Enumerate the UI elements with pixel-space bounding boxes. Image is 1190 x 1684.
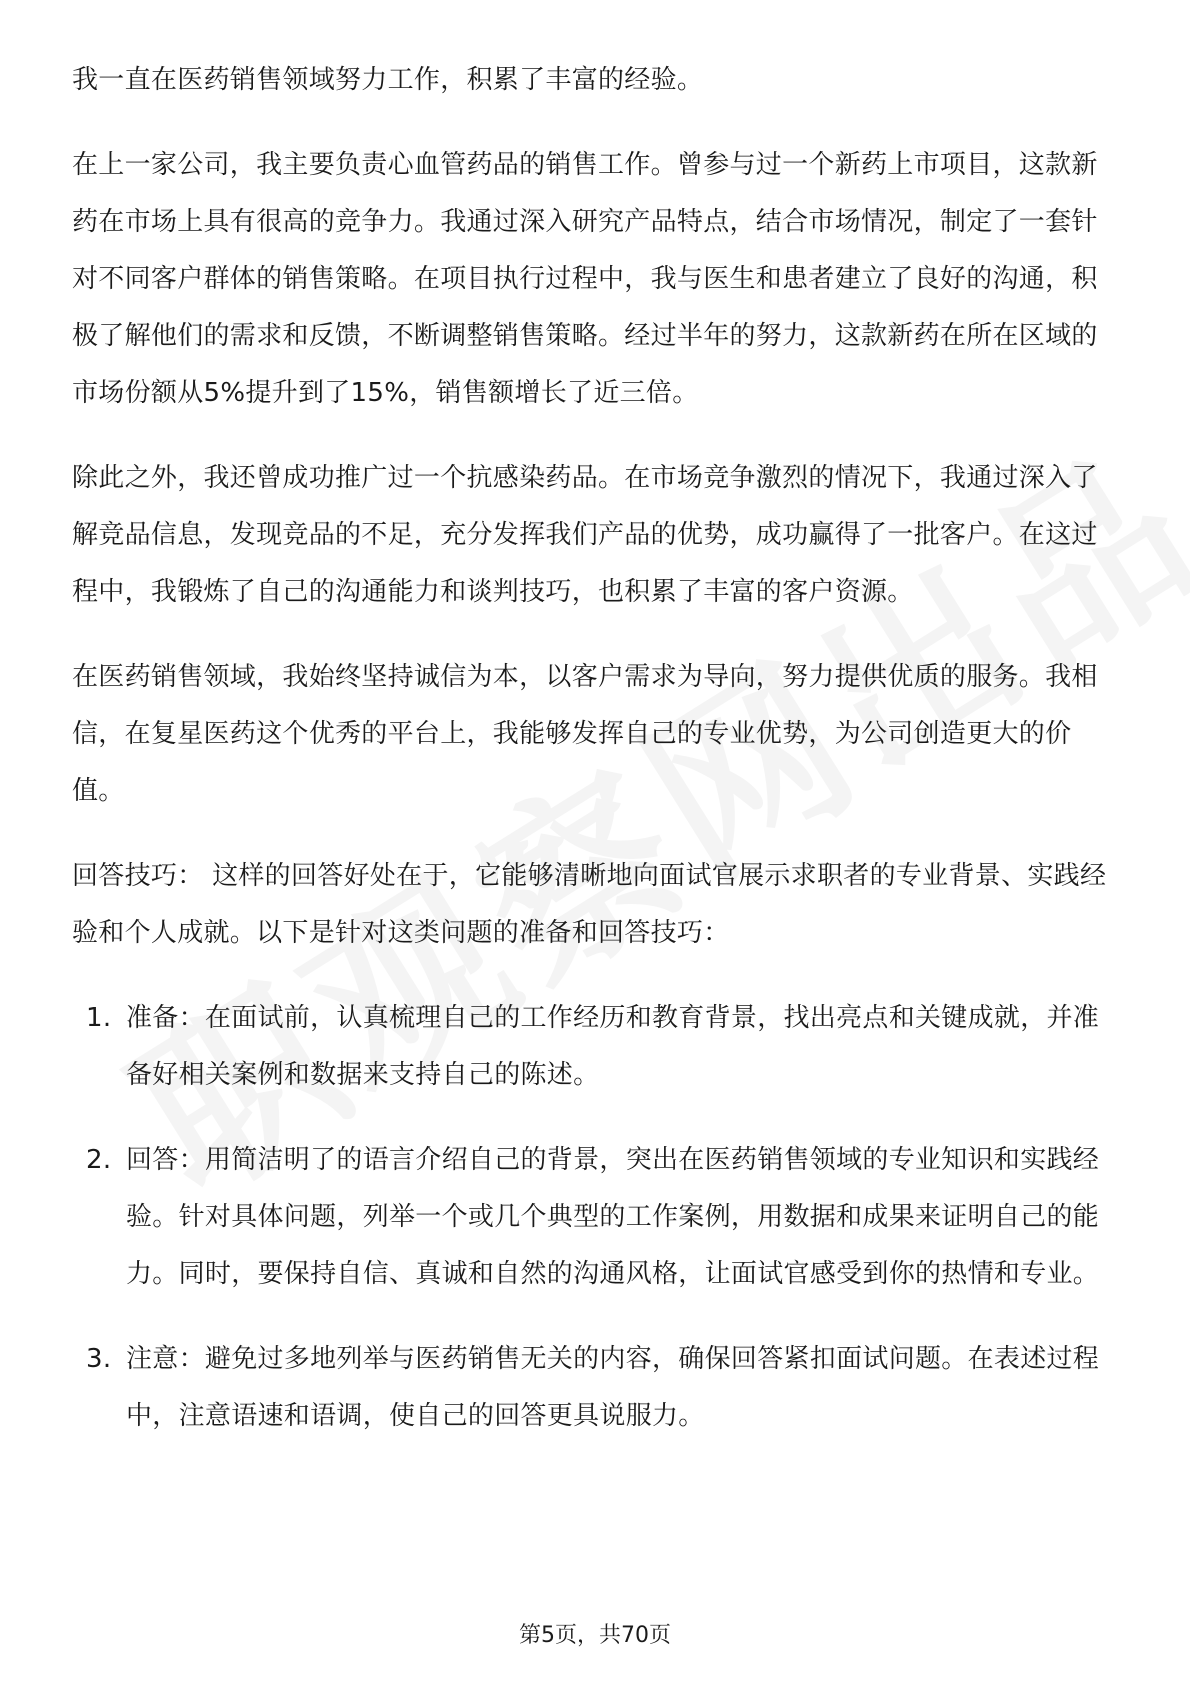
list-item-text: 注意：避免过多地列举与医药销售无关的内容，确保回答紧扣面试问题。在表述过程中，注意语速和语调，使自己的回答更具说服力。 <box>126 1344 1100 1431</box>
list-item-number: 2. <box>86 1145 112 1175</box>
page-footer: 第5页，共70页 <box>519 1623 671 1648</box>
document-body <box>72 52 1112 1473</box>
list-item-text: 回答：用简洁明了的语言介绍自己的背景，突出在医药销售领域的专业知识和实践经验。针对具体问题，列举一个或几个典型的工作案例，用数据和成果来证明自己的能力。同时，要保持自信、真诚和自然的沟通风格，让面试官感受到你的热情和专业。 <box>126 1145 1100 1289</box>
paragraph-cardiovascular-experience: 在上一家公司，我主要负责心血管药品的销售工作。曾参与过一个新药上市项目，这款新药在市场上具有很高的竞争力。我通过深入研究产品特点，结合市场情况，制定了一套针对不同客户群体的销售策略。在项目执行过程中，我与医生和患者建立了良好的沟通，积极了解他们的需求和反馈，不断调整销售策略。经过半年的努力，这款新药在所在区域的市场份额从5%提升到了15%，销售额增长了近三倍。 <box>72 150 1098 408</box>
list-item <box>72 1331 1112 1445</box>
paragraph-anti-infection-experience: 除此之外，我还曾成功推广过一个抗感染药品。在市场竞争激烈的情况下，我通过深入了解竞品信息，发现竞品的不足，充分发挥我们产品的优势，成功赢得了一批客户。在这过程中，我锻炼了自己的沟通能力和谈判技巧，也积累了丰富的客户资源。 <box>72 463 1098 607</box>
tips-list <box>72 990 1112 1445</box>
paragraph-values: 在医药销售领域，我始终坚持诚信为本，以客户需求为导向，努力提供优质的服务。我相信，在复星医药这个优秀的平台上，我能够发挥自己的专业优势，为公司创造更大的价值。 <box>72 662 1098 806</box>
list-item <box>72 1132 1112 1303</box>
list-item-number: 3. <box>86 1344 112 1374</box>
list-item-number: 1. <box>86 1003 112 1033</box>
list-item <box>72 990 1112 1104</box>
list-item-text: 准备：在面试前，认真梳理自己的工作经历和教育背景，找出亮点和关键成就，并准备好相关案例和数据来支持自己的陈述。 <box>126 1003 1100 1090</box>
paragraph-answer-tips-intro: 回答技巧： 这样的回答好处在于，它能够清晰地向面试官展示求职者的专业背景、实践经验和个人成就。以下是针对这类问题的准备和回答技巧： <box>72 861 1107 948</box>
paragraph-intro: 我一直在医药销售领域努力工作，积累了丰富的经验。 <box>72 65 704 95</box>
